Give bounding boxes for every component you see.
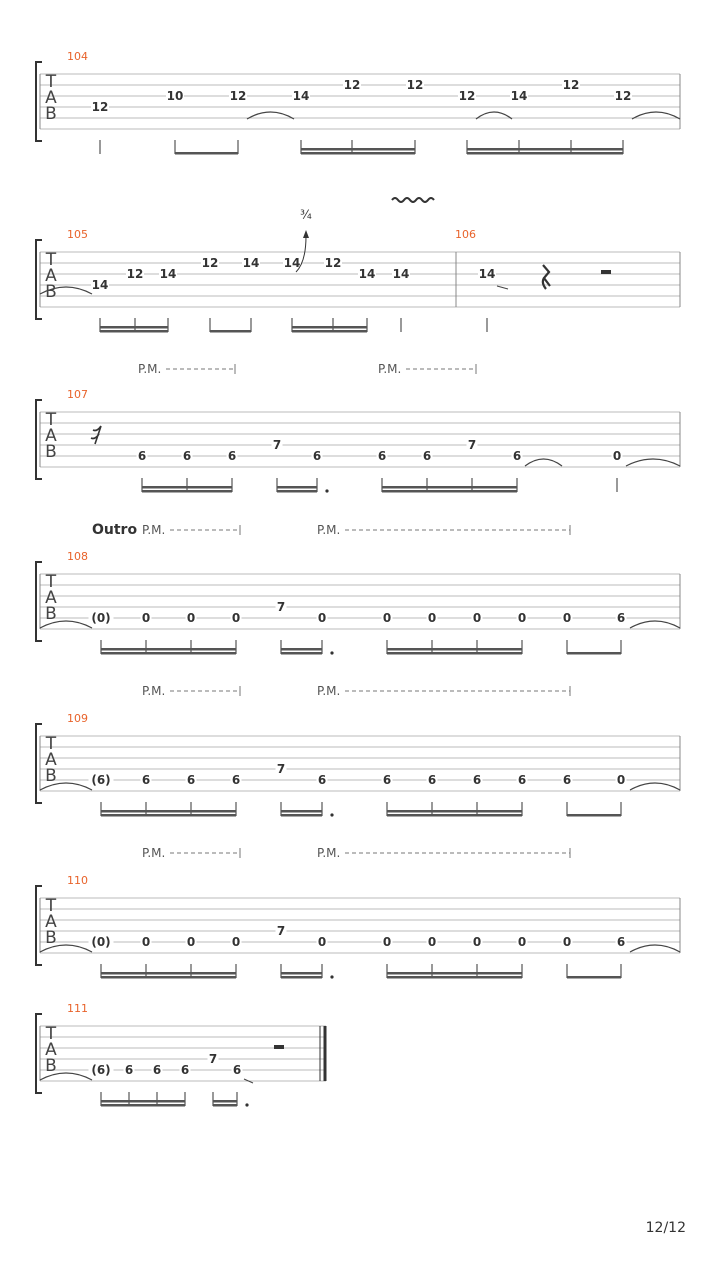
palm-mute-label: P.M. <box>142 846 166 860</box>
beam <box>101 652 236 655</box>
fret-number: 7 <box>276 762 286 776</box>
fret-number: 14 <box>392 267 410 281</box>
beam <box>101 972 236 975</box>
tab-clef-letter: B <box>45 104 57 124</box>
palm-mute-label: P.M. <box>317 846 341 860</box>
fret-number: 6 <box>517 773 527 787</box>
beam <box>101 976 236 979</box>
fret-number: 14 <box>242 256 260 270</box>
beam <box>101 1100 185 1103</box>
tab-system <box>36 228 680 333</box>
fret-number: 6 <box>317 773 327 787</box>
bend-arrowhead <box>303 230 309 238</box>
fret-number: 12 <box>343 78 361 92</box>
fret-number: 12 <box>91 100 109 114</box>
beam <box>281 652 322 655</box>
beam <box>213 1104 237 1107</box>
tab-clef-letter: B <box>45 442 57 462</box>
beam <box>213 1100 237 1103</box>
fret-number: 0 <box>141 611 151 625</box>
rhythm-dot <box>325 489 328 492</box>
half-rest <box>274 1045 284 1049</box>
fret-number: 0 <box>186 611 196 625</box>
tab-clef-letter: B <box>45 282 57 302</box>
tie <box>525 459 562 466</box>
fret-number: 7 <box>208 1052 218 1066</box>
palm-mute-label: P.M. <box>142 684 166 698</box>
rhythm-dot <box>245 1103 248 1106</box>
fret-number: 0 <box>427 611 437 625</box>
fret-number: 14 <box>358 267 376 281</box>
fret-number: 6 <box>180 1063 190 1077</box>
fret-number: 12 <box>126 267 144 281</box>
tie <box>630 783 680 790</box>
fret-number: 6 <box>382 773 392 787</box>
beam <box>175 152 238 155</box>
fret-number: 0 <box>472 935 482 949</box>
beam <box>387 972 522 975</box>
fret-number: 12 <box>229 89 247 103</box>
bar-number: 108 <box>67 550 88 563</box>
tab-clef-letter: B <box>45 604 57 624</box>
beam <box>567 976 621 979</box>
beam <box>210 330 251 333</box>
fret-number: 6 <box>232 1063 242 1077</box>
beam <box>567 814 621 817</box>
tab-clef-letter: T <box>45 896 57 916</box>
sixteenth-rest <box>91 426 101 444</box>
beam <box>281 814 322 817</box>
fret-number: 6 <box>124 1063 134 1077</box>
beam <box>382 486 517 489</box>
fret-number: 6 <box>182 449 192 463</box>
vibrato-mark <box>392 198 434 202</box>
tab-system <box>36 550 680 655</box>
fret-number: 6 <box>227 449 237 463</box>
tab-system <box>36 388 680 493</box>
beam <box>100 330 168 333</box>
fret-number: 12 <box>324 256 342 270</box>
fret-number: 12 <box>201 256 219 270</box>
beam <box>387 976 522 979</box>
beam <box>101 810 236 813</box>
tab-clef-letter: B <box>45 928 57 948</box>
fret-number: 6 <box>512 449 522 463</box>
fret-number: 7 <box>276 600 286 614</box>
rhythm-dot <box>330 975 333 978</box>
fret-number: 6 <box>152 1063 162 1077</box>
fret-number: 6 <box>422 449 432 463</box>
beam <box>301 152 415 155</box>
tab-clef-letter: B <box>45 1056 57 1076</box>
beam <box>100 326 168 329</box>
palm-mute-label: P.M. <box>138 362 162 376</box>
palm-mute-label: P.M. <box>378 362 402 376</box>
tab-clef-letter: A <box>45 88 57 108</box>
fret-number: 0 <box>612 449 622 463</box>
fret-number: 0 <box>616 773 626 787</box>
bar-number: 106 <box>455 228 476 241</box>
fret-number: 0 <box>517 935 527 949</box>
tie <box>630 945 680 952</box>
fret-number: 14 <box>91 278 109 292</box>
page-number: 12/12 <box>645 1220 686 1236</box>
fret-number: 6 <box>312 449 322 463</box>
fret-number: 6 <box>137 449 147 463</box>
tab-clef-letter: T <box>45 72 57 92</box>
rhythm-dot <box>330 813 333 816</box>
fret-number: 7 <box>272 438 282 452</box>
fret-number: 6 <box>141 773 151 787</box>
fret-number: 12 <box>614 89 632 103</box>
tab-clef-letter: A <box>45 266 57 286</box>
fret-number: 12 <box>458 89 476 103</box>
fret-number: (6) <box>91 773 111 787</box>
fret-number: 14 <box>283 256 301 270</box>
tab-clef-letter: A <box>45 912 57 932</box>
bar-number: 111 <box>67 1002 88 1015</box>
beam <box>292 330 367 333</box>
fret-number: 14 <box>510 89 528 103</box>
beam <box>387 814 522 817</box>
bar-number: 105 <box>67 228 88 241</box>
bar-number: 109 <box>67 712 88 725</box>
fret-number: (6) <box>91 1063 111 1077</box>
palm-mute-label: P.M. <box>317 523 341 537</box>
tie <box>626 459 680 466</box>
beam <box>277 490 317 493</box>
fret-number: 10 <box>166 89 184 103</box>
fret-number: (0) <box>91 935 111 949</box>
fret-number: 6 <box>186 773 196 787</box>
fret-number: 6 <box>377 449 387 463</box>
beam <box>467 152 623 155</box>
beam <box>387 810 522 813</box>
fret-number: 0 <box>186 935 196 949</box>
beam <box>281 976 322 979</box>
fret-number: 14 <box>292 89 310 103</box>
tie <box>630 621 680 628</box>
bar-number: 104 <box>67 50 88 63</box>
tab-clef-letter: A <box>45 750 57 770</box>
beam <box>101 648 236 651</box>
tab-system <box>36 50 680 155</box>
tab-clef-letter: T <box>45 572 57 592</box>
fret-number: 0 <box>517 611 527 625</box>
beam <box>142 490 232 493</box>
fret-number: 0 <box>317 611 327 625</box>
section-label: Outro <box>92 522 138 538</box>
fret-number: 6 <box>562 773 572 787</box>
beam <box>292 326 367 329</box>
fret-number: (0) <box>91 611 111 625</box>
bar-number: 107 <box>67 388 88 401</box>
fret-number: 0 <box>317 935 327 949</box>
beam <box>277 486 317 489</box>
fret-number: 7 <box>467 438 477 452</box>
fret-number: 6 <box>616 935 626 949</box>
beam <box>281 972 322 975</box>
fret-number: 14 <box>478 267 496 281</box>
tab-system <box>36 1002 326 1107</box>
beam <box>567 652 621 655</box>
beam <box>387 648 522 651</box>
fret-number: 12 <box>562 78 580 92</box>
tab-clef-letter: T <box>45 1024 57 1044</box>
beam <box>467 148 623 151</box>
fret-number: 6 <box>231 773 241 787</box>
tab-clef-letter: T <box>45 410 57 430</box>
half-rest <box>601 270 611 274</box>
palm-mute-label: P.M. <box>317 684 341 698</box>
fret-number: 0 <box>427 935 437 949</box>
bend-amount: ¾ <box>300 208 312 222</box>
tab-clef-letter: A <box>45 588 57 608</box>
tab-clef-letter: T <box>45 250 57 270</box>
rhythm-dot <box>330 651 333 654</box>
tab-system <box>36 874 680 979</box>
tab-clef-letter: A <box>45 426 57 446</box>
fret-number: 0 <box>231 611 241 625</box>
fret-number: 0 <box>562 935 572 949</box>
fret-number: 0 <box>382 935 392 949</box>
fret-number: 0 <box>562 611 572 625</box>
beam <box>142 486 232 489</box>
beam <box>301 148 415 151</box>
palm-mute-label: P.M. <box>142 523 166 537</box>
beam <box>101 1104 185 1107</box>
fret-number: 14 <box>159 267 177 281</box>
tab-clef-letter: A <box>45 1040 57 1060</box>
bar-number: 110 <box>67 874 88 887</box>
tab-system <box>36 712 680 817</box>
fret-number: 6 <box>616 611 626 625</box>
fret-number: 0 <box>472 611 482 625</box>
beam <box>281 810 322 813</box>
fret-number: 0 <box>382 611 392 625</box>
slide-mark <box>497 286 508 289</box>
beam <box>387 652 522 655</box>
beam <box>382 490 517 493</box>
tab-clef-letter: B <box>45 766 57 786</box>
beam <box>101 814 236 817</box>
fret-number: 0 <box>141 935 151 949</box>
beam <box>281 648 322 651</box>
fret-number: 12 <box>406 78 424 92</box>
tab-clef-letter: T <box>45 734 57 754</box>
fret-number: 0 <box>231 935 241 949</box>
fret-number: 6 <box>472 773 482 787</box>
fret-number: 6 <box>427 773 437 787</box>
fret-number: 7 <box>276 924 286 938</box>
